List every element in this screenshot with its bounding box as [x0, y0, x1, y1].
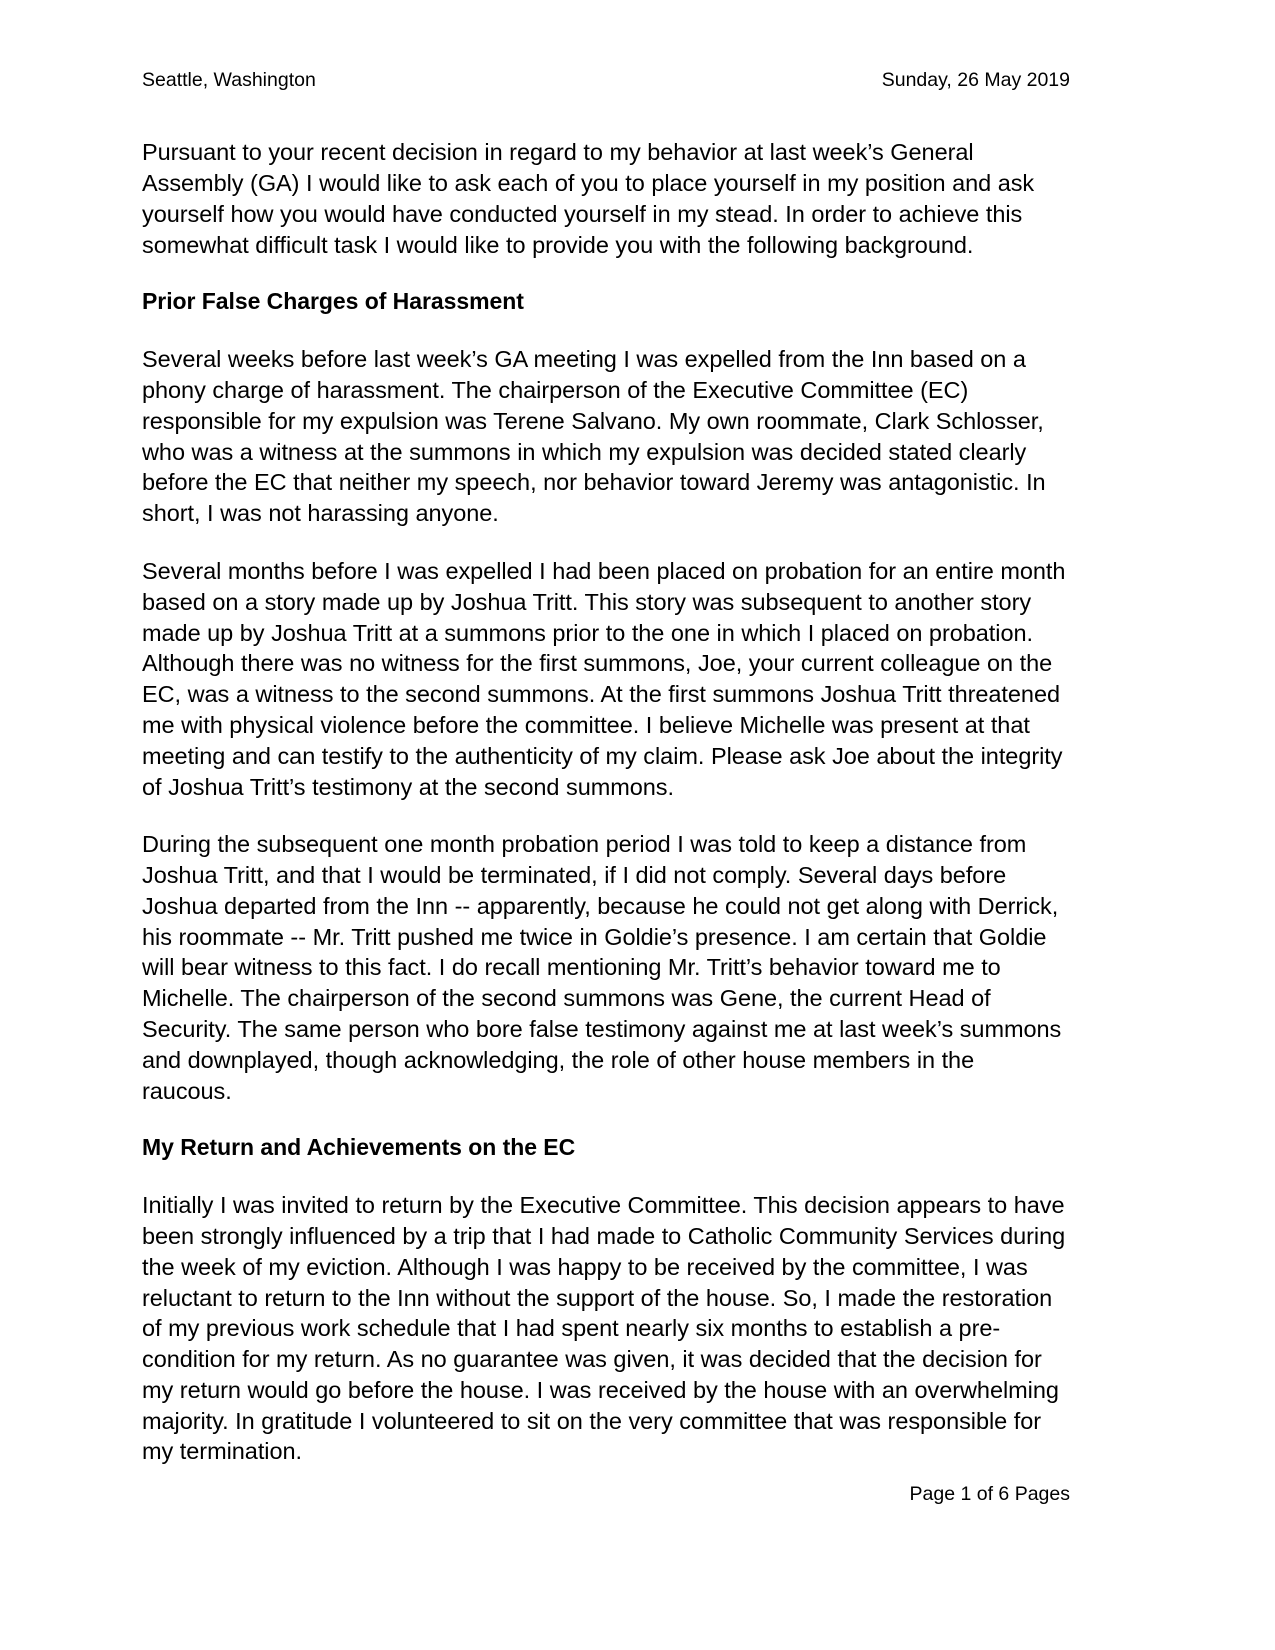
- paragraph-probation-history: Several months before I was expelled I had been placed on probation for an entire month based on a story made up by Joshua Tritt. This story was subsequent to another story made up by Joshua Tritt at a summons prior to the one in which I placed on probation. Although there was no witness for the first summons, Joe, your current colleague on the EC, was a witness to the second summons. At the first summons Joshua Tritt threatened me with physical violence before the committee. I believe Michelle was present at that meeting and can testify to the authenticity of my claim. Please ask Joe about the integrity of Joshua Tritt’s testimony at the second summons.: [142, 558, 1066, 800]
- header-date: Sunday, 26 May 2019: [881, 69, 1070, 91]
- paragraph-expulsion: Several weeks before last week’s GA meeting I was expelled from the Inn based on a phony charge of harassment. The chairperson of the Executive Committee (EC) responsible for my expulsion was Terene Salvano. My own roommate, Clark Schlosser, who was a witness at the summons in which my expulsion was decided stated clearly before the EC that neither my speech, nor behavior toward Jeremy was antagonistic. In short, I was not harassing anyone.: [142, 346, 1046, 527]
- document-header: [142, 68, 1070, 93]
- header-location: Seattle, Washington: [142, 69, 316, 91]
- page-footer: Page 1 of 6 Pages: [909, 1482, 1070, 1505]
- paragraph-intro: Pursuant to your recent decision in regard to my behavior at last week’s General Assembly (GA) I would like to ask each of you to place yourself in my position and ask yourself how you would have conducted yourself in my stead. In order to achieve this somewhat difficult task I would like to provide you with the following background.: [142, 139, 1035, 258]
- heading-my-return-achievements: My Return and Achievements on the EC: [142, 1134, 576, 1161]
- paragraph-return: Initially I was invited to return by the Executive Committee. This decision appears to have been strongly influenced by a trip that I had made to Catholic Community Services during the week of my eviction. Although I was happy to be received by the committee, I was reluctant to return to the Inn without the support of the house. So, I made the restoration of my previous work schedule that I had spent nearly six months to establish a pre-condition for my return. As no guarantee was given, it was decided that the decision for my return would go before the house. I was received by the house with an overwhelming majority. In gratitude I volunteered to sit on the very committee that was responsible for my termination.: [142, 1192, 1066, 1465]
- heading-prior-false-charges: Prior False Charges of Harassment: [142, 288, 524, 315]
- paragraph-probation-period: During the subsequent one month probation period I was told to keep a distance from Joshua Tritt, and that I would be terminated, if I did not comply. Several days before Joshua departed from the Inn -- apparently, because he could not get along with Derrick, his roommate -- Mr. Tritt pushed me twice in Goldie’s presence. I am certain that Goldie will bear witness to this fact. I do recall mentioning Mr. Tritt’s behavior toward me to Michelle. The chairperson of the second summons was Gene, the current Head of Security. The same person who bore false testimony against me at last week’s summons and downplayed, though acknowledging, the role of other house members in the raucous.: [142, 831, 1062, 1104]
- document-content: [142, 68, 1070, 1494]
